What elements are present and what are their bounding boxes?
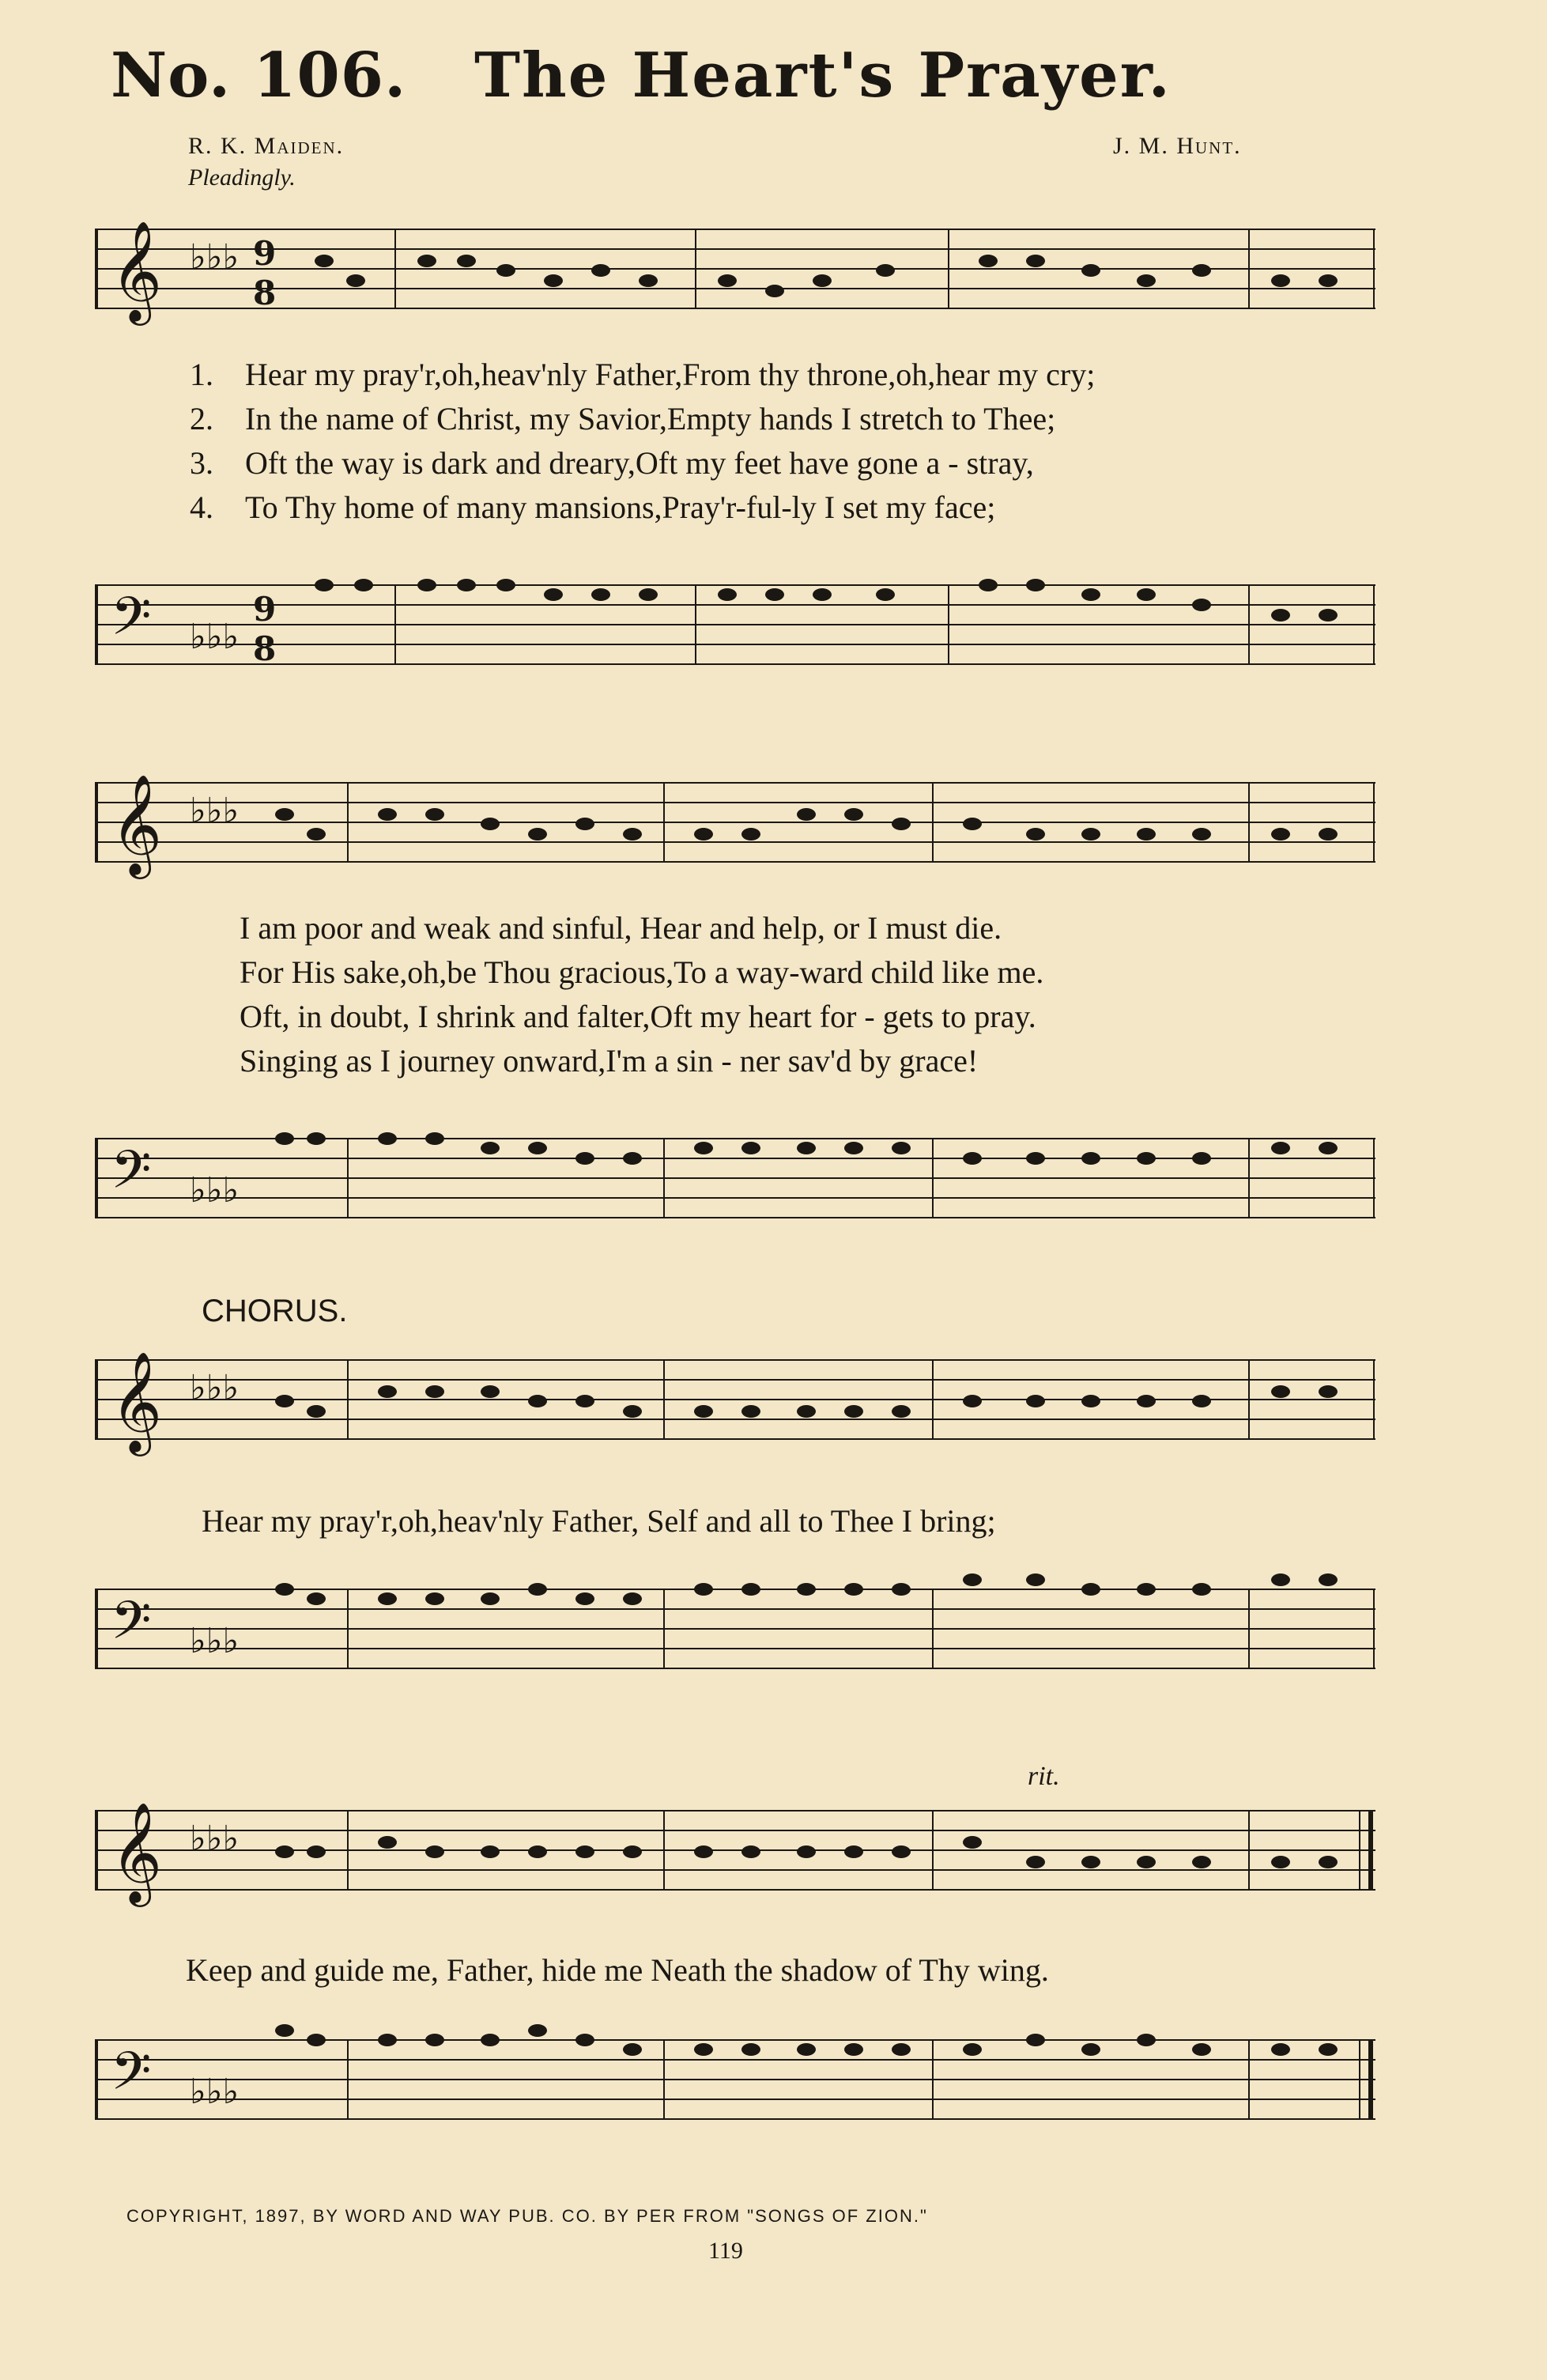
svg-text:𝄞: 𝄞 [111, 773, 163, 875]
chorus-treble-staff-1 [95, 1336, 1375, 1463]
svg-text:♭♭♭: ♭♭♭ [190, 1170, 240, 1211]
bass-staff-1 [95, 546, 1375, 688]
ritardando-marking: rit. [1028, 1762, 1060, 1791]
svg-text:𝄞: 𝄞 [111, 220, 163, 321]
chorus-bass-staff-2 [95, 2000, 1375, 2143]
treble-staff-1 [95, 206, 1375, 332]
svg-text:𝄢: 𝄢 [111, 586, 152, 659]
chorus-line-1: Hear my pray'r,oh,heav'nly Father, Self and all to Thee I bring; [202, 1503, 996, 1539]
tempo-marking: Pleadingly. [188, 164, 296, 191]
hymn-title: The Heart's Prayer. [474, 40, 1172, 111]
verse-text: Oft the way is dark and dreary,Oft my feet have gone a - stray, [245, 445, 1034, 481]
composer-credit: J. M. Hunt. [1113, 133, 1242, 159]
svg-text:𝄢: 𝄢 [111, 1139, 152, 1213]
verse-text: In the name of Christ, my Savior,Empty hands I stretch to Thee; [245, 401, 1056, 436]
verse-number: 3. [190, 445, 213, 481]
svg-text:♭♭♭: ♭♭♭ [190, 1621, 240, 1661]
chorus-bass-staff-1 [95, 1550, 1375, 1692]
chorus-line-2: Keep and guide me, Father, hide me Neath the shadow of Thy wing. [186, 1952, 1049, 1988]
svg-text:♭♭♭: ♭♭♭ [190, 791, 240, 831]
chorus-treble-staff-2 [95, 1787, 1375, 1913]
copyright-notice: COPYRIGHT, 1897, BY WORD AND WAY PUB. CO. BY PER FROM "SONGS OF ZION." [126, 2206, 928, 2226]
hymn-number: No. 106. [111, 40, 407, 111]
verses-block-2 [240, 909, 1362, 1091]
verse-text: Singing as I journey onward,I'm a sin - ner sav'd by grace! [240, 1043, 979, 1079]
svg-text:♭♭♭: ♭♭♭ [190, 1368, 240, 1408]
chorus-label: CHORUS. [202, 1294, 348, 1328]
verse-text: Hear my pray'r,oh,heav'nly Father,From thy throne,oh,hear my cry; [245, 357, 1096, 392]
verse-text: I am poor and weak and sinful, Hear and help, or I must die. [240, 910, 1002, 946]
verse-text: For His sake,oh,be Thou gracious,To a way-ward child like me. [240, 954, 1044, 990]
svg-text:♭♭♭: ♭♭♭ [190, 617, 240, 657]
treble-staff-2 [95, 759, 1375, 886]
svg-text:♭♭♭: ♭♭♭ [190, 2072, 240, 2112]
verse-number: 1. [190, 357, 213, 392]
svg-text:8: 8 [253, 274, 277, 312]
verses-block-1 [182, 356, 1368, 538]
verse-number: 2. [190, 401, 213, 436]
svg-text:♭♭♭: ♭♭♭ [190, 1819, 240, 1859]
page-number: 119 [708, 2238, 743, 2264]
svg-text:𝄢: 𝄢 [111, 2041, 152, 2114]
svg-text:𝄞: 𝄞 [111, 1351, 163, 1452]
svg-text:♭♭♭: ♭♭♭ [190, 237, 240, 278]
verse-number: 4. [190, 489, 213, 525]
bass-staff-2 [95, 1099, 1375, 1241]
verse-text: To Thy home of many mansions,Pray'r-ful-ly I set my face; [245, 489, 996, 525]
lyricist-credit: R. K. Maiden. [188, 133, 345, 159]
svg-text:𝄢: 𝄢 [111, 1590, 152, 1664]
svg-text:𝄞: 𝄞 [111, 1801, 163, 1902]
svg-text:9: 9 [253, 234, 277, 273]
svg-text:9: 9 [253, 590, 277, 629]
verse-text: Oft, in doubt, I shrink and falter,Oft my heart for - gets to pray. [240, 999, 1036, 1034]
svg-text:8: 8 [253, 629, 277, 668]
